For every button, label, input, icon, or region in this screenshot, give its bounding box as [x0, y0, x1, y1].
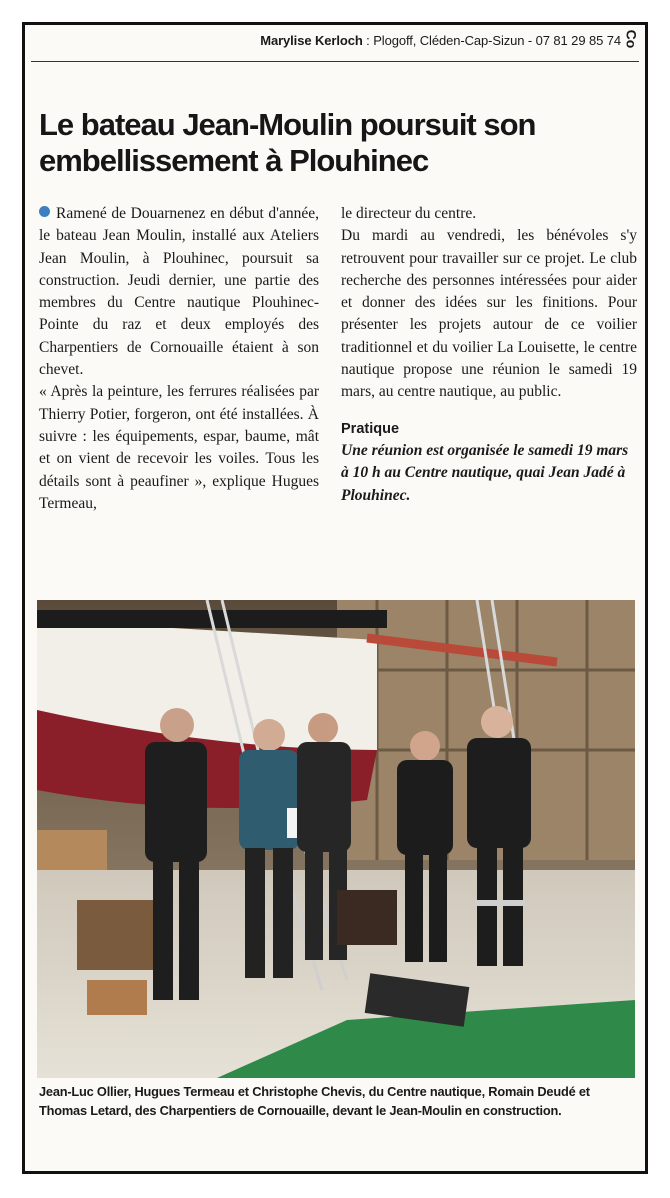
article-column-left [39, 203, 319, 515]
header-rule [31, 61, 639, 62]
paragraph-quote: « Après la peinture, les ferrures réalisées par Thierry Potier, forgeron, ont été installées. À suivre : les équipements, espar, baume, mât et on vient de recevoir les voiles. Tous les détails sont à peaufiner », explique Hugues Termeau, [39, 383, 319, 512]
bullet-dot-icon [39, 206, 50, 217]
article-headline: Le bateau Jean-Moulin poursuit son embellissement à Plouhinec [39, 107, 536, 178]
photo-caption: Jean-Luc Ollier, Hugues Termeau et Christophe Chevis, du Centre nautique, Romain Deudé et Thomas Letard, des Charpentiers de Cornouaille, devant le Jean-Moulin en construction. [39, 1084, 590, 1118]
article-column-right [341, 203, 637, 507]
article-body [39, 203, 639, 598]
author-name: Marylise Kerloch [260, 33, 363, 48]
page-header [25, 33, 621, 53]
pratique-body: Une réunion est organisée le samedi 19 mars à 10 h au Centre nautique, quai Jean Jadé à Plouhinec. [341, 441, 629, 504]
newspaper-clipping [22, 22, 648, 1174]
article-photo [37, 600, 635, 1078]
pratique-title: Pratique [341, 420, 400, 437]
paragraph-intro-text: Ramené de Douarnenez en début d'année, le bateau Jean Moulin, installé aux Ateliers Jean Moulin, à Plouhinec, poursuit sa construction. Jeudi dernier, une partie des membres du Centre nautique Plouhinec-Pointe du raz et deux employés des Charpentiers de Cornouaille étaient à son chevet. [39, 205, 319, 379]
cut-edge-text: Co [623, 29, 640, 49]
workshop-photo-illustration [37, 600, 635, 1078]
paragraph-intro [39, 203, 319, 381]
paragraph-continued: le directeur du centre. [341, 205, 477, 222]
header-locations: : Plogoff, Cléden-Cap-Sizun - 07 81 29 85 74 [362, 33, 621, 48]
paragraph-volunteers: Du mardi au vendredi, les bénévoles s'y retrouvent pour travailler sur ce projet. Le club recherche des personnes intéressées pour aider et donner des idées sur les finitions. Pour présenter les projets autour de ce voilier traditionnel et du voilier La Louisette, le centre nautique propose une réunion le samedi 19 mars, au centre nautique, au public. [341, 227, 637, 401]
